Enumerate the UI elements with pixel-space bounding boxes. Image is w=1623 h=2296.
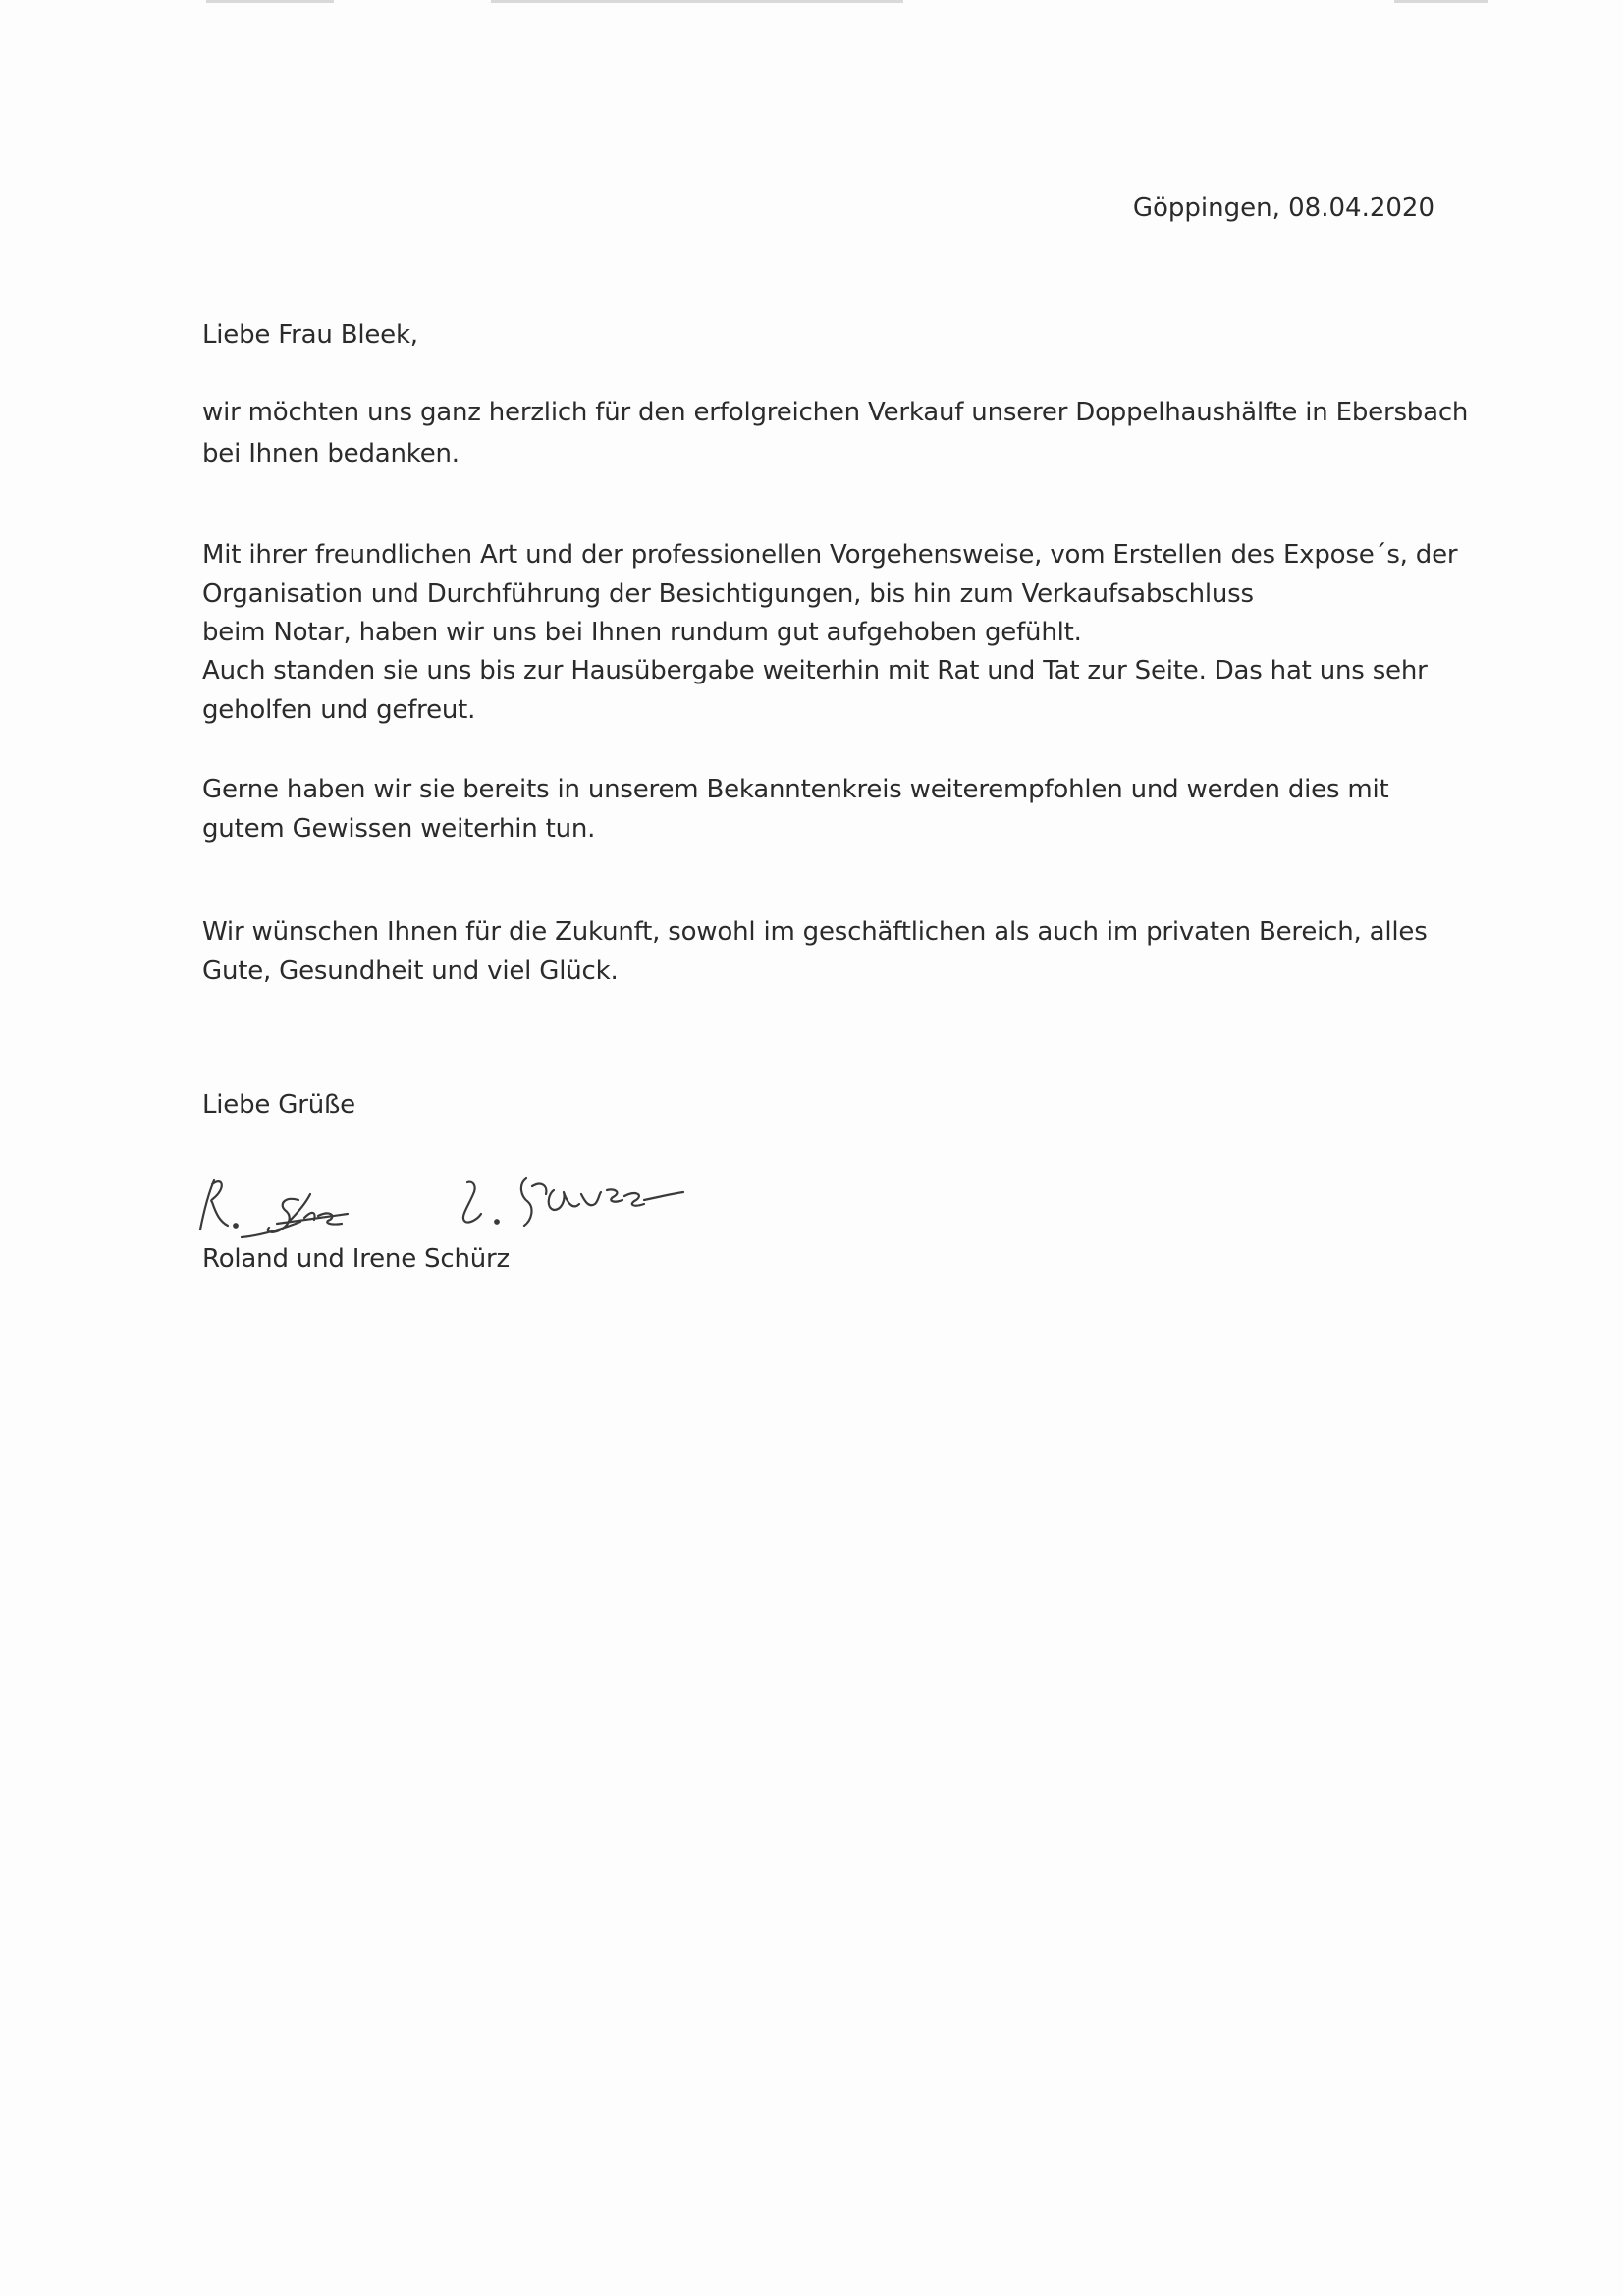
signature-stroke — [495, 1220, 499, 1224]
signatory-name: Roland und Irene Schürz — [202, 1244, 510, 1274]
place-date: Göppingen, 08.04.2020 — [1132, 193, 1434, 223]
signature-stroke — [521, 1178, 683, 1226]
scan-edge-mark — [1394, 0, 1488, 3]
scan-edge-mark — [491, 0, 903, 3]
closing: Liebe Grüße — [202, 1090, 355, 1120]
text-line: beim Notar, haben wir uns bei Ihnen rundum gut aufgehoben gefühlt. — [202, 618, 1082, 647]
salutation: Liebe Frau Bleek, — [202, 320, 418, 350]
signature-stroke — [234, 1224, 238, 1228]
text-line: Mit ihrer freundlichen Art und der professionellen Vorgehensweise, vom Erstellen des Expose´s, der — [202, 540, 1458, 570]
text-line: gutem Gewissen weiterhin tun. — [202, 814, 596, 844]
signature-stroke — [200, 1180, 228, 1230]
text-line: geholfen und gefreut. — [202, 695, 476, 725]
text-line: Gerne haben wir sie bereits in unserem Bekanntenkreis weiterempfohlen und werden dies mit — [202, 775, 1389, 804]
signature-stroke — [277, 1214, 348, 1224]
scan-edge-mark — [206, 0, 334, 3]
text-line: Organisation und Durchführung der Besichtigungen, bis hin zum Verkaufsabschluss — [202, 579, 1254, 609]
text-line: bei Ihnen bedanken. — [202, 439, 460, 468]
text-line: Auch standen sie uns bis zur Hausübergabe weiterhin mit Rat und Tat zur Seite. Das hat uns sehr — [202, 656, 1428, 685]
text-line: Wir wünschen Ihnen für die Zukunft, sowohl im geschäftlichen als auch im privaten Bereich, alles — [202, 917, 1428, 947]
text-line: wir möchten uns ganz herzlich für den erfolgreichen Verkauf unserer Doppelhaushälfte in Ebersbach — [202, 398, 1469, 427]
signature-stroke — [463, 1182, 481, 1223]
text-line: Gute, Gesundheit und viel Glück. — [202, 957, 619, 986]
